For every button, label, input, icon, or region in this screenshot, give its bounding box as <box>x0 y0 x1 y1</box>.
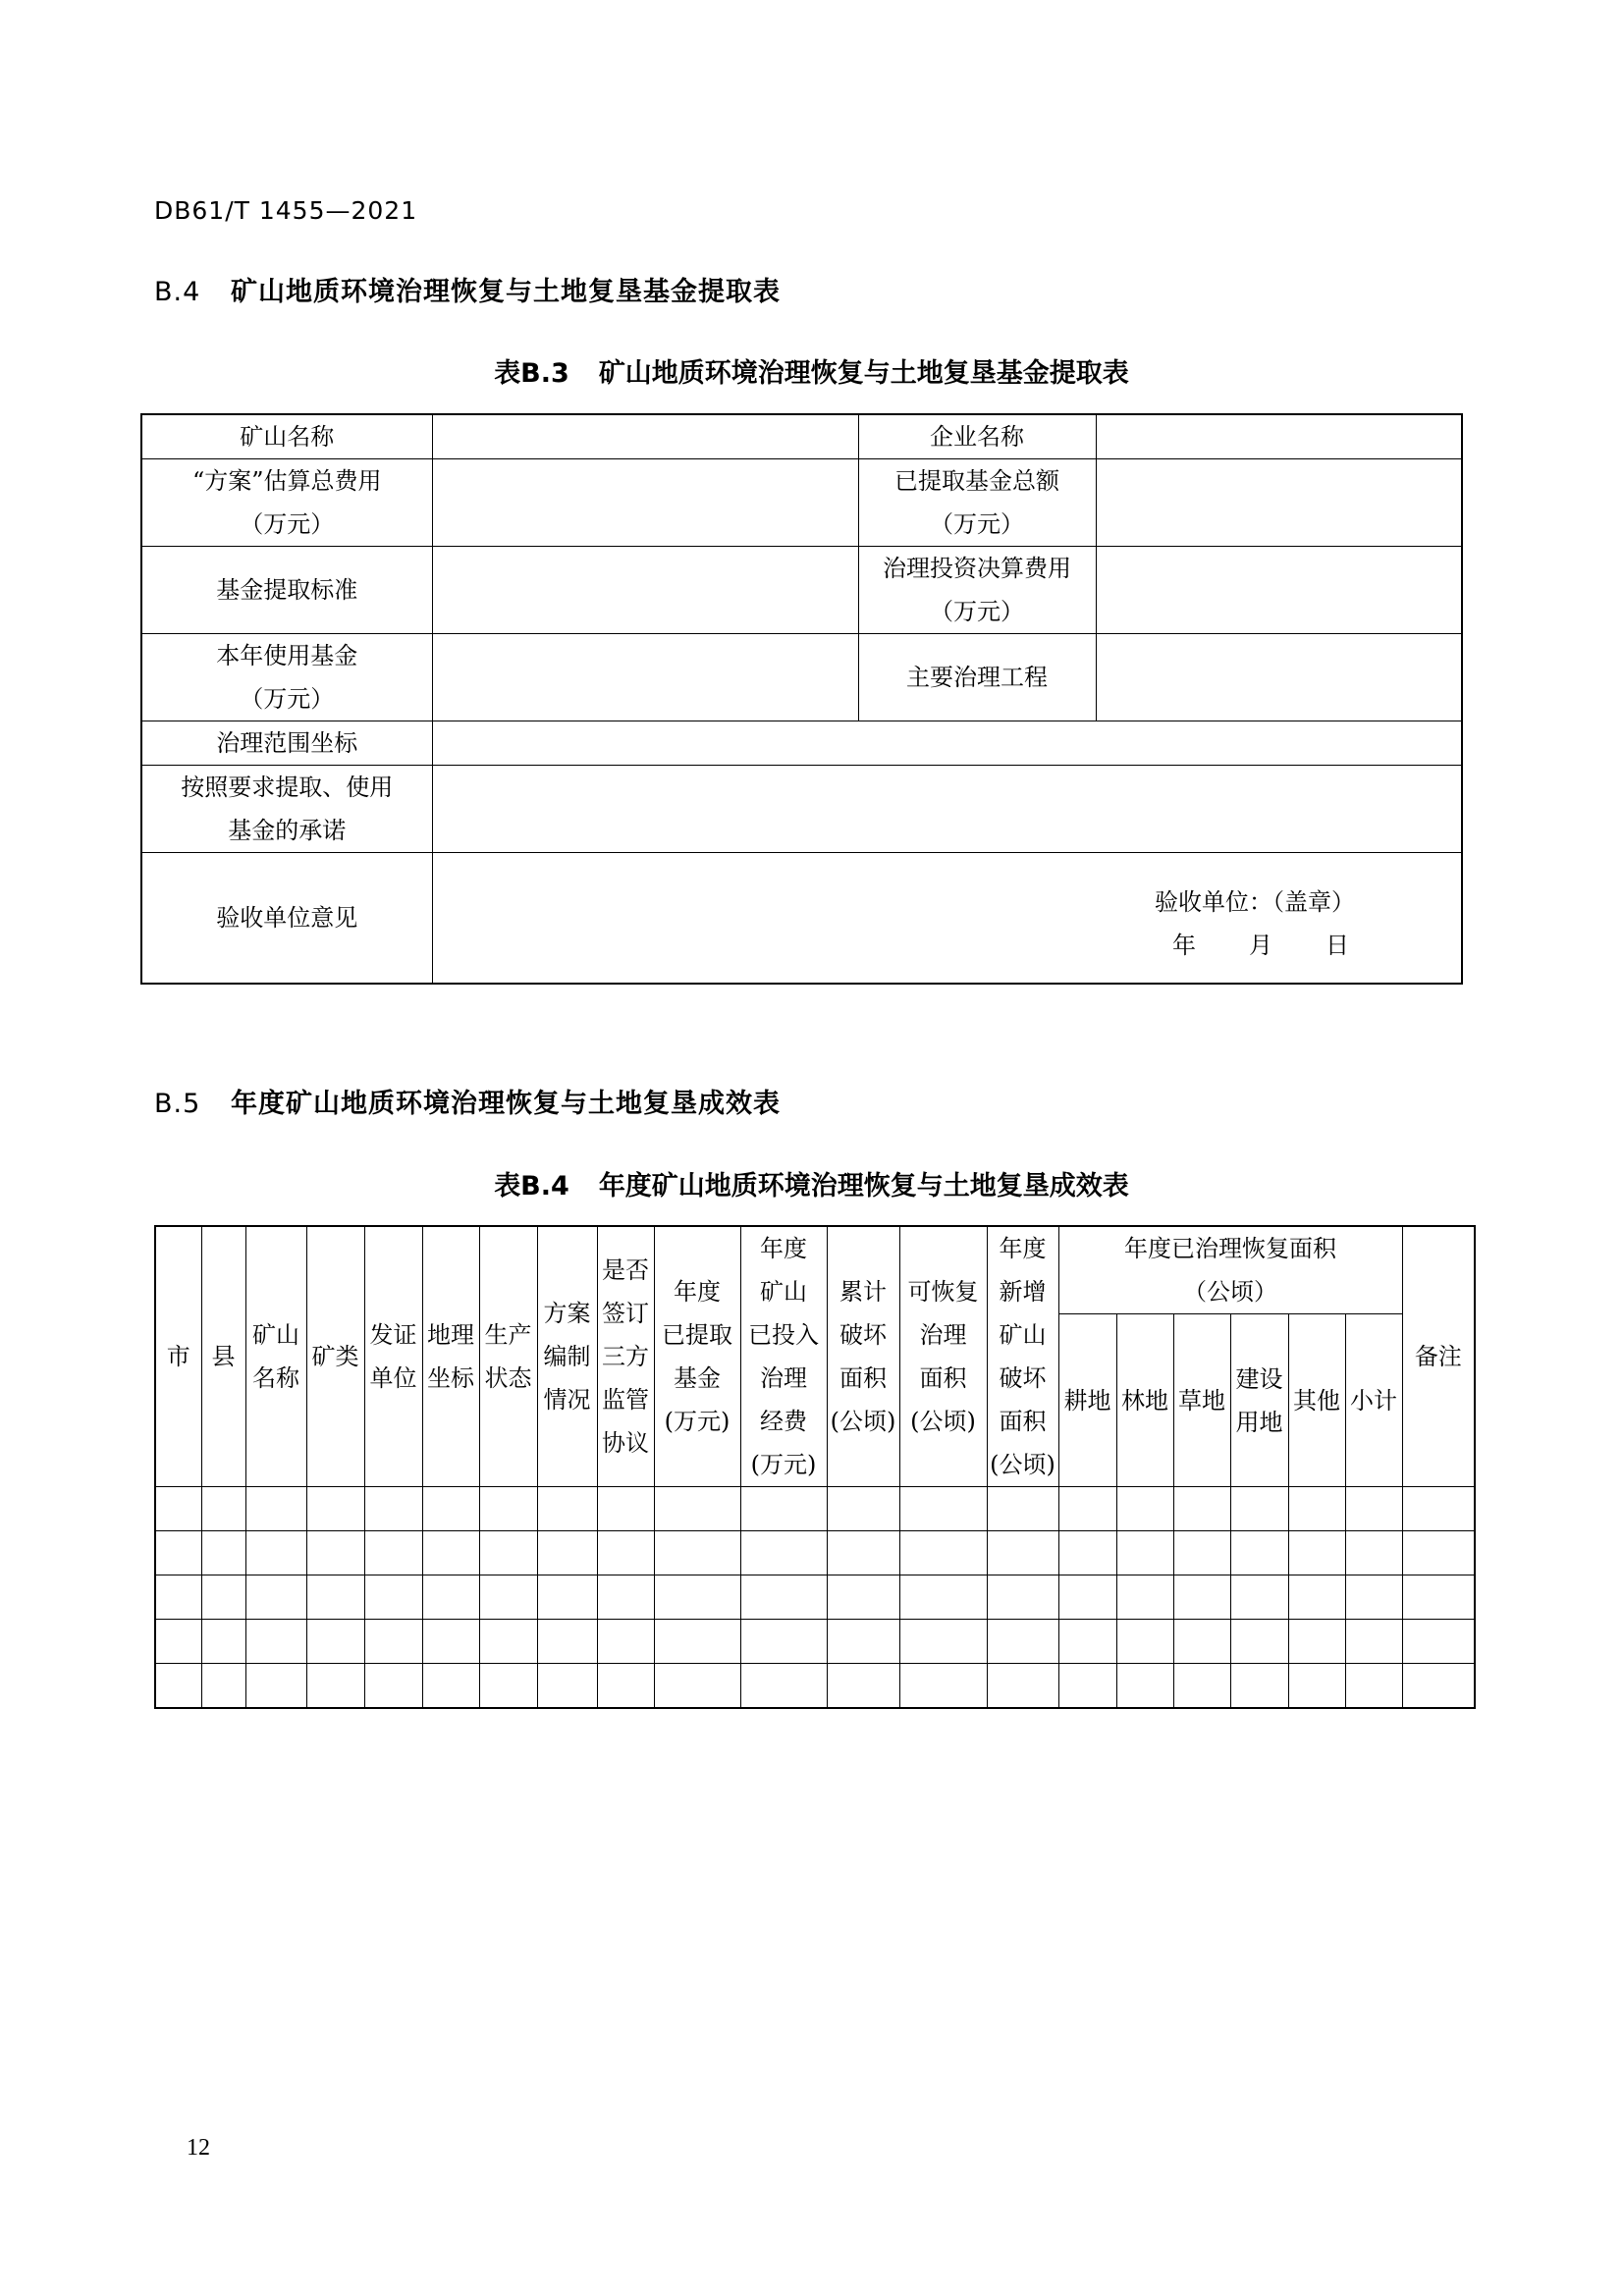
table-cell[interactable] <box>1345 1620 1402 1664</box>
main-project-label: 主要治理工程 <box>858 634 1096 721</box>
col-plan: 方案 编制 情况 <box>537 1226 597 1487</box>
table-cell[interactable] <box>1058 1487 1116 1531</box>
company-name-value[interactable] <box>1096 414 1462 459</box>
table-cell[interactable] <box>364 1664 422 1708</box>
table-cell[interactable] <box>597 1575 654 1620</box>
table-cell[interactable] <box>306 1575 364 1620</box>
table-b3-caption: 表B.3 <box>494 358 569 389</box>
table-cell[interactable] <box>654 1531 740 1575</box>
table-cell[interactable] <box>1402 1531 1475 1575</box>
restoration-results-table <box>154 1225 1476 1709</box>
table-cell[interactable] <box>1402 1575 1475 1620</box>
table-cell[interactable] <box>537 1620 597 1664</box>
col-mine-type: 矿类 <box>306 1226 364 1487</box>
table-cell[interactable] <box>155 1575 201 1620</box>
table-cell[interactable] <box>479 1575 537 1620</box>
table-cell[interactable] <box>201 1531 245 1575</box>
plan-cost-value[interactable] <box>432 459 858 547</box>
col-status: 生产 状态 <box>479 1226 537 1487</box>
table-cell[interactable] <box>201 1664 245 1708</box>
table-b3-title <box>0 351 1623 390</box>
document-code: DB61/T 1455—2021 <box>154 196 418 225</box>
table-cell[interactable] <box>201 1620 245 1664</box>
table-cell[interactable] <box>537 1664 597 1708</box>
fund-used-label: 本年使用基金 （万元） <box>141 634 432 721</box>
table-cell[interactable] <box>654 1664 740 1708</box>
table-cell[interactable] <box>654 1620 740 1664</box>
table-cell[interactable] <box>1288 1487 1345 1531</box>
table-cell[interactable] <box>245 1664 306 1708</box>
table-b3-name: 矿山地质环境治理恢复与土地复垦基金提取表 <box>598 358 1129 389</box>
table-cell[interactable] <box>654 1487 740 1531</box>
table-cell[interactable] <box>1288 1531 1345 1575</box>
section-b4-title: 矿山地质环境治理恢复与土地复垦基金提取表 <box>231 277 781 307</box>
table-cell[interactable] <box>740 1487 827 1531</box>
table-cell[interactable] <box>155 1487 201 1531</box>
settlement-cost-value[interactable] <box>1096 547 1462 634</box>
table-cell[interactable] <box>1230 1531 1288 1575</box>
table-cell[interactable] <box>364 1487 422 1531</box>
table-cell[interactable] <box>1345 1487 1402 1531</box>
table-cell[interactable] <box>245 1620 306 1664</box>
table-b4-caption: 表B.4 <box>494 1171 569 1201</box>
col-invested: 年度 矿山 已投入 治理 经费 (万元) <box>740 1226 827 1487</box>
table-cell[interactable] <box>245 1575 306 1620</box>
table-row <box>155 1575 1475 1620</box>
table-cell[interactable] <box>597 1620 654 1664</box>
col-grass: 草地 <box>1173 1314 1230 1487</box>
table-cell[interactable] <box>597 1487 654 1531</box>
table-cell[interactable] <box>740 1531 827 1575</box>
table-cell[interactable] <box>422 1531 479 1575</box>
col-restorable: 可恢复 治理 面积 (公顷) <box>899 1226 987 1487</box>
table-cell[interactable] <box>1058 1620 1116 1664</box>
table-cell[interactable] <box>306 1620 364 1664</box>
table-cell[interactable] <box>1173 1664 1230 1708</box>
col-other: 其他 <box>1288 1314 1345 1487</box>
table-row <box>155 1487 1475 1531</box>
table-cell[interactable] <box>1402 1487 1475 1531</box>
table-cell[interactable] <box>1402 1620 1475 1664</box>
fund-standard-value[interactable] <box>432 547 858 634</box>
table-cell[interactable] <box>1116 1531 1173 1575</box>
col-forest: 林地 <box>1116 1314 1173 1487</box>
col-subtotal: 小计 <box>1345 1314 1402 1487</box>
table-cell[interactable] <box>1402 1664 1475 1708</box>
table-cell[interactable] <box>1288 1575 1345 1620</box>
section-b5-heading <box>154 1082 781 1120</box>
table-b4-name: 年度矿山地质环境治理恢复与土地复垦成效表 <box>598 1171 1129 1201</box>
table-cell[interactable] <box>740 1575 827 1620</box>
table-cell[interactable] <box>597 1531 654 1575</box>
table-cell[interactable] <box>1230 1575 1288 1620</box>
table-cell[interactable] <box>827 1575 899 1620</box>
table-cell[interactable] <box>537 1575 597 1620</box>
acceptance-stamp <box>1155 881 1355 967</box>
table-cell[interactable] <box>479 1664 537 1708</box>
table-cell[interactable] <box>987 1487 1058 1531</box>
section-b5-title: 年度矿山地质环境治理恢复与土地复垦成效表 <box>231 1089 781 1119</box>
table-cell[interactable] <box>899 1575 987 1620</box>
table-cell[interactable] <box>201 1575 245 1620</box>
table-cell[interactable] <box>537 1487 597 1531</box>
table-cell[interactable] <box>1173 1575 1230 1620</box>
table-cell[interactable] <box>827 1487 899 1531</box>
table-cell[interactable] <box>422 1620 479 1664</box>
table-cell[interactable] <box>827 1620 899 1664</box>
table-cell[interactable] <box>306 1487 364 1531</box>
table-cell[interactable] <box>306 1664 364 1708</box>
table-cell[interactable] <box>422 1575 479 1620</box>
table-cell[interactable] <box>479 1620 537 1664</box>
table-cell[interactable] <box>899 1620 987 1664</box>
fund-extraction-table <box>140 413 1463 985</box>
stamp-label: 验收单位：（盖章） <box>1155 888 1355 916</box>
section-b4-number: B.4 <box>154 277 201 307</box>
table-cell[interactable] <box>245 1531 306 1575</box>
table-cell[interactable] <box>1058 1664 1116 1708</box>
table-cell[interactable] <box>1116 1487 1173 1531</box>
col-city: 市 <box>155 1226 201 1487</box>
table-cell[interactable] <box>364 1531 422 1575</box>
col-cum-damage: 累计 破坏 面积 (公顷) <box>827 1226 899 1487</box>
table-cell[interactable] <box>597 1664 654 1708</box>
table-cell[interactable] <box>987 1664 1058 1708</box>
plan-cost-label: “方案”估算总费用 （万元） <box>141 459 432 547</box>
table-cell[interactable] <box>1230 1664 1288 1708</box>
table-cell[interactable] <box>827 1531 899 1575</box>
col-construction: 建设 用地 <box>1230 1314 1288 1487</box>
table-cell[interactable] <box>422 1487 479 1531</box>
table-cell[interactable] <box>422 1664 479 1708</box>
mine-name-value[interactable] <box>432 414 858 459</box>
table-cell[interactable] <box>364 1575 422 1620</box>
col-restored-group: 年度已治理恢复面积 （公顷） <box>1058 1226 1402 1314</box>
section-b4-heading <box>154 270 781 308</box>
col-agreement: 是否 签订 三方 监管 协议 <box>597 1226 654 1487</box>
col-coords: 地理 坐标 <box>422 1226 479 1487</box>
table-cell[interactable] <box>1173 1531 1230 1575</box>
table-cell[interactable] <box>899 1487 987 1531</box>
table-cell[interactable] <box>740 1664 827 1708</box>
commitment-value[interactable] <box>432 766 1462 853</box>
col-annual-fund: 年度 已提取 基金 (万元) <box>654 1226 740 1487</box>
table-b4-title <box>0 1164 1623 1202</box>
main-project-value[interactable] <box>1096 634 1462 721</box>
table-cell[interactable] <box>1116 1664 1173 1708</box>
table-row <box>155 1664 1475 1708</box>
fund-used-value[interactable] <box>432 634 858 721</box>
table-cell[interactable] <box>1230 1620 1288 1664</box>
table-cell[interactable] <box>1345 1531 1402 1575</box>
table-cell[interactable] <box>201 1487 245 1531</box>
table-cell[interactable] <box>827 1664 899 1708</box>
table-cell[interactable] <box>1116 1575 1173 1620</box>
table-cell[interactable] <box>1288 1664 1345 1708</box>
table-cell[interactable] <box>306 1531 364 1575</box>
fund-standard-label: 基金提取标准 <box>141 547 432 634</box>
date-label: 年 月 日 <box>1172 932 1351 959</box>
table-cell[interactable] <box>654 1575 740 1620</box>
table-cell[interactable] <box>155 1531 201 1575</box>
col-farmland: 耕地 <box>1058 1314 1116 1487</box>
table-cell[interactable] <box>1173 1620 1230 1664</box>
table-cell[interactable] <box>1345 1575 1402 1620</box>
table-cell[interactable] <box>987 1620 1058 1664</box>
col-new-damage: 年度 新增 矿山 破坏 面积 (公顷) <box>987 1226 1058 1487</box>
section-b5-number: B.5 <box>154 1089 201 1119</box>
table-cell[interactable] <box>479 1531 537 1575</box>
fund-extracted-value[interactable] <box>1096 459 1462 547</box>
table-cell[interactable] <box>1058 1531 1116 1575</box>
company-name-label: 企业名称 <box>858 414 1096 459</box>
page-number: 12 <box>187 2135 210 2161</box>
settlement-cost-label: 治理投资决算费用 （万元） <box>858 547 1096 634</box>
table-cell[interactable] <box>740 1620 827 1664</box>
scope-coords-value[interactable] <box>432 721 1462 766</box>
table-cell[interactable] <box>1288 1620 1345 1664</box>
acceptance-label: 验收单位意见 <box>141 853 432 984</box>
table-cell[interactable] <box>1173 1487 1230 1531</box>
table-cell[interactable] <box>1230 1487 1288 1531</box>
col-mine-name: 矿山 名称 <box>245 1226 306 1487</box>
table-cell[interactable] <box>364 1620 422 1664</box>
table-cell[interactable] <box>537 1531 597 1575</box>
mine-name-label: 矿山名称 <box>141 414 432 459</box>
table-row <box>155 1531 1475 1575</box>
table-cell[interactable] <box>479 1487 537 1531</box>
col-county: 县 <box>201 1226 245 1487</box>
col-remark: 备注 <box>1402 1226 1475 1487</box>
table-cell[interactable] <box>245 1487 306 1531</box>
table-cell[interactable] <box>1058 1575 1116 1620</box>
commitment-label: 按照要求提取、使用 基金的承诺 <box>141 766 432 853</box>
table-cell[interactable] <box>155 1620 201 1664</box>
table-cell[interactable] <box>899 1531 987 1575</box>
table-cell[interactable] <box>1345 1664 1402 1708</box>
acceptance-value[interactable] <box>432 853 1462 984</box>
table-cell[interactable] <box>899 1664 987 1708</box>
table-cell[interactable] <box>155 1664 201 1708</box>
table-cell[interactable] <box>987 1531 1058 1575</box>
scope-coords-label: 治理范围坐标 <box>141 721 432 766</box>
table-cell[interactable] <box>987 1575 1058 1620</box>
fund-extracted-label: 已提取基金总额 （万元） <box>858 459 1096 547</box>
table-row <box>155 1620 1475 1664</box>
table-cell[interactable] <box>1116 1620 1173 1664</box>
col-issuer: 发证 单位 <box>364 1226 422 1487</box>
